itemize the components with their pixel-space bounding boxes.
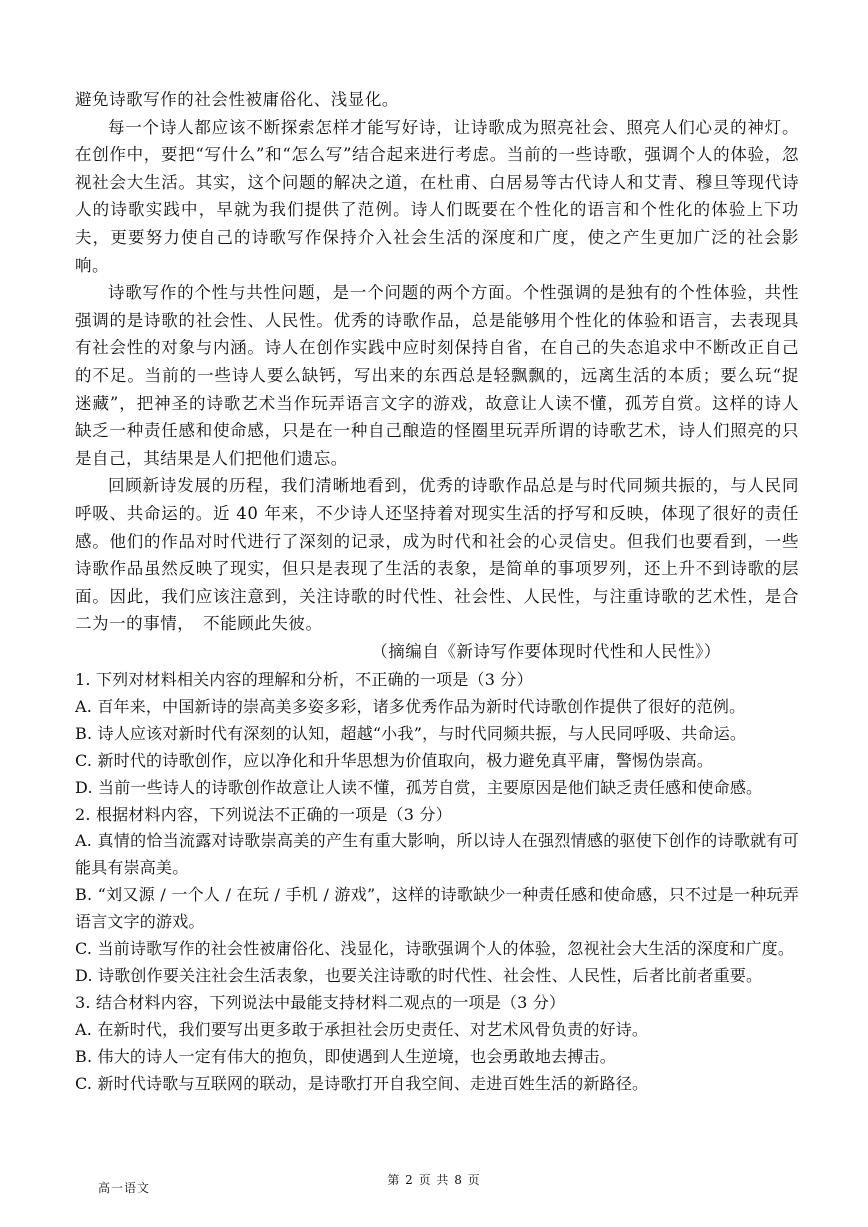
option-a: A. 真情的恰当流露对诗歌崇高美的产生有重大影响，所以诗人在强烈情感的驱使下创作的诗歌就有可能具有崇高美。 (75, 831, 799, 878)
option-d: D. 诗歌创作要关注社会生活表象，也要关注诗歌的时代性、社会性、人民性，后者比前者重要。 (75, 965, 763, 985)
footer-page-number: 第 2 页 共 8 页 (387, 1173, 481, 1187)
question-list (75, 667, 799, 1098)
option-a: A. 百年来，中国新诗的崇高美多姿多彩，诸多优秀作品为新时代诗歌创作提供了很好的范例。 (75, 696, 746, 716)
footer-subject: 高一语文 (98, 1181, 151, 1195)
option-b: B. 伟大的诗人一定有伟大的抱负，即使遇到人生逆境，也会勇敢地去搏击。 (75, 1046, 616, 1066)
option-c: C. 当前诗歌写作的社会性被庸俗化、浅显化，诗歌强调个人的体验，忽视社会大生活的深度和广度。 (75, 939, 795, 959)
passage-paragraph: 每一个诗人都应该不断探索怎样才能写好诗，让诗歌成为照亮社会、照亮人们心灵的神灯。在创作中，要把“写什么”和“怎么写”结合起来进行考虑。当前的一些诗歌，强调个人的体验，忽视社会大生活。其实，这个问题的解决之道，在杜甫、白居易等古代诗人和艾青、穆旦等现代诗人的诗歌实践中，早就为我们提供了范例。诗人们既要在个性化的语言和个性化的体验上下功夫，更要努力使自己的诗歌写作保持介入社会生活的深度和广度，使之产生更加广泛的社会影响。 (75, 117, 799, 275)
passage-source: （摘编自《新诗写作要体现时代性和人民性》） (371, 641, 721, 661)
question-3 (75, 990, 799, 1098)
option-b: B. “刘又源 / 一个人 / 在玩 / 手机 / 游戏”，这样的诗歌缺少一种责任感和使命感，只不过是一种玩弄语言文字的游戏。 (75, 885, 799, 932)
question-stem: 1. 下列对材料相关内容的理解和分析，不正确的一项是（3 分） (75, 670, 533, 689)
passage-paragraph: 诗歌写作的个性与共性问题，是一个问题的两个方面。个性强调的是独有的个性体验，共性强调的是诗歌的社会性、人民性。优秀的诗歌作品，总是能够用个性化的体验和语言，去表现具有社会性的对象与内涵。诗人在创作实践中应时刻保持自省，在自己的失态追求中不断改正自己的不足。当前的一些诗人要么缺钙，写出来的东西总是轻飘飘的，远离生活的本质；要么玩“捉迷藏”，把神圣的诗歌艺术当作玩弄语言文字的游戏，故意让人读不懂，孤芳自赏。这样的诗人缺乏一种责任感和使命感，只是在一种自己酿造的怪圈里玩弄所谓的诗歌艺术，诗人们照亮的只是自己，其结果是人们把他们遗忘。 (75, 283, 799, 468)
option-b: B. 诗人应该对新时代有深刻的认知，超越“小我”，与时代同频共振，与人民同呼吸、共命运。 (75, 723, 747, 743)
option-d: D. 当前一些诗人的诗歌创作故意让人读不懂，孤芳自赏，主要原因是他们缺乏责任感和使命感。 (75, 777, 763, 797)
option-c: C. 新时代的诗歌创作，应以净化和升华思想为价值取向，极力避免真平庸，警惕伪崇高。 (75, 750, 714, 770)
option-c: C. 新时代诗歌与互联网的联动，是诗歌打开自我空间、走进百姓生活的新路径。 (75, 1073, 649, 1093)
passage-paragraph: 避免诗歌写作的社会性被庸俗化、浅显化。 (75, 90, 399, 109)
question-1 (75, 667, 799, 802)
passage-paragraph: 回顾新诗发展的历程，我们清晰地看到，优秀的诗歌作品总是与时代同频共振的，与人民同呼吸、共命运的。近 40 年来，不少诗人还坚持着对现实生活的抒写和反映，体现了很好的责任感。他们的作品对时代进行了深刻的记录，成为时代和社会的心灵信史。但我们也要看到，一些诗歌作品虽然反映了现实，但只是表现了生活的表象，是简单的事项罗列，还上升不到诗歌的层面。因此，我们应该注意到，关注诗歌的时代性、社会性、人民性，与注重诗歌的艺术性，是合二为一的事情， 不能顾此失彼。 (75, 476, 799, 634)
reading-passage (75, 86, 799, 665)
option-a: A. 在新时代，我们要写出更多敢于承担社会历史责任、对艺术风骨负责的好诗。 (75, 1019, 649, 1039)
question-2 (75, 802, 799, 990)
question-stem: 3. 结合材料内容，下列说法中最能支持材料二观点的一项是（3 分） (75, 992, 566, 1012)
question-stem: 2. 根据材料内容，下列说法不正确的一项是（3 分） (75, 804, 452, 824)
